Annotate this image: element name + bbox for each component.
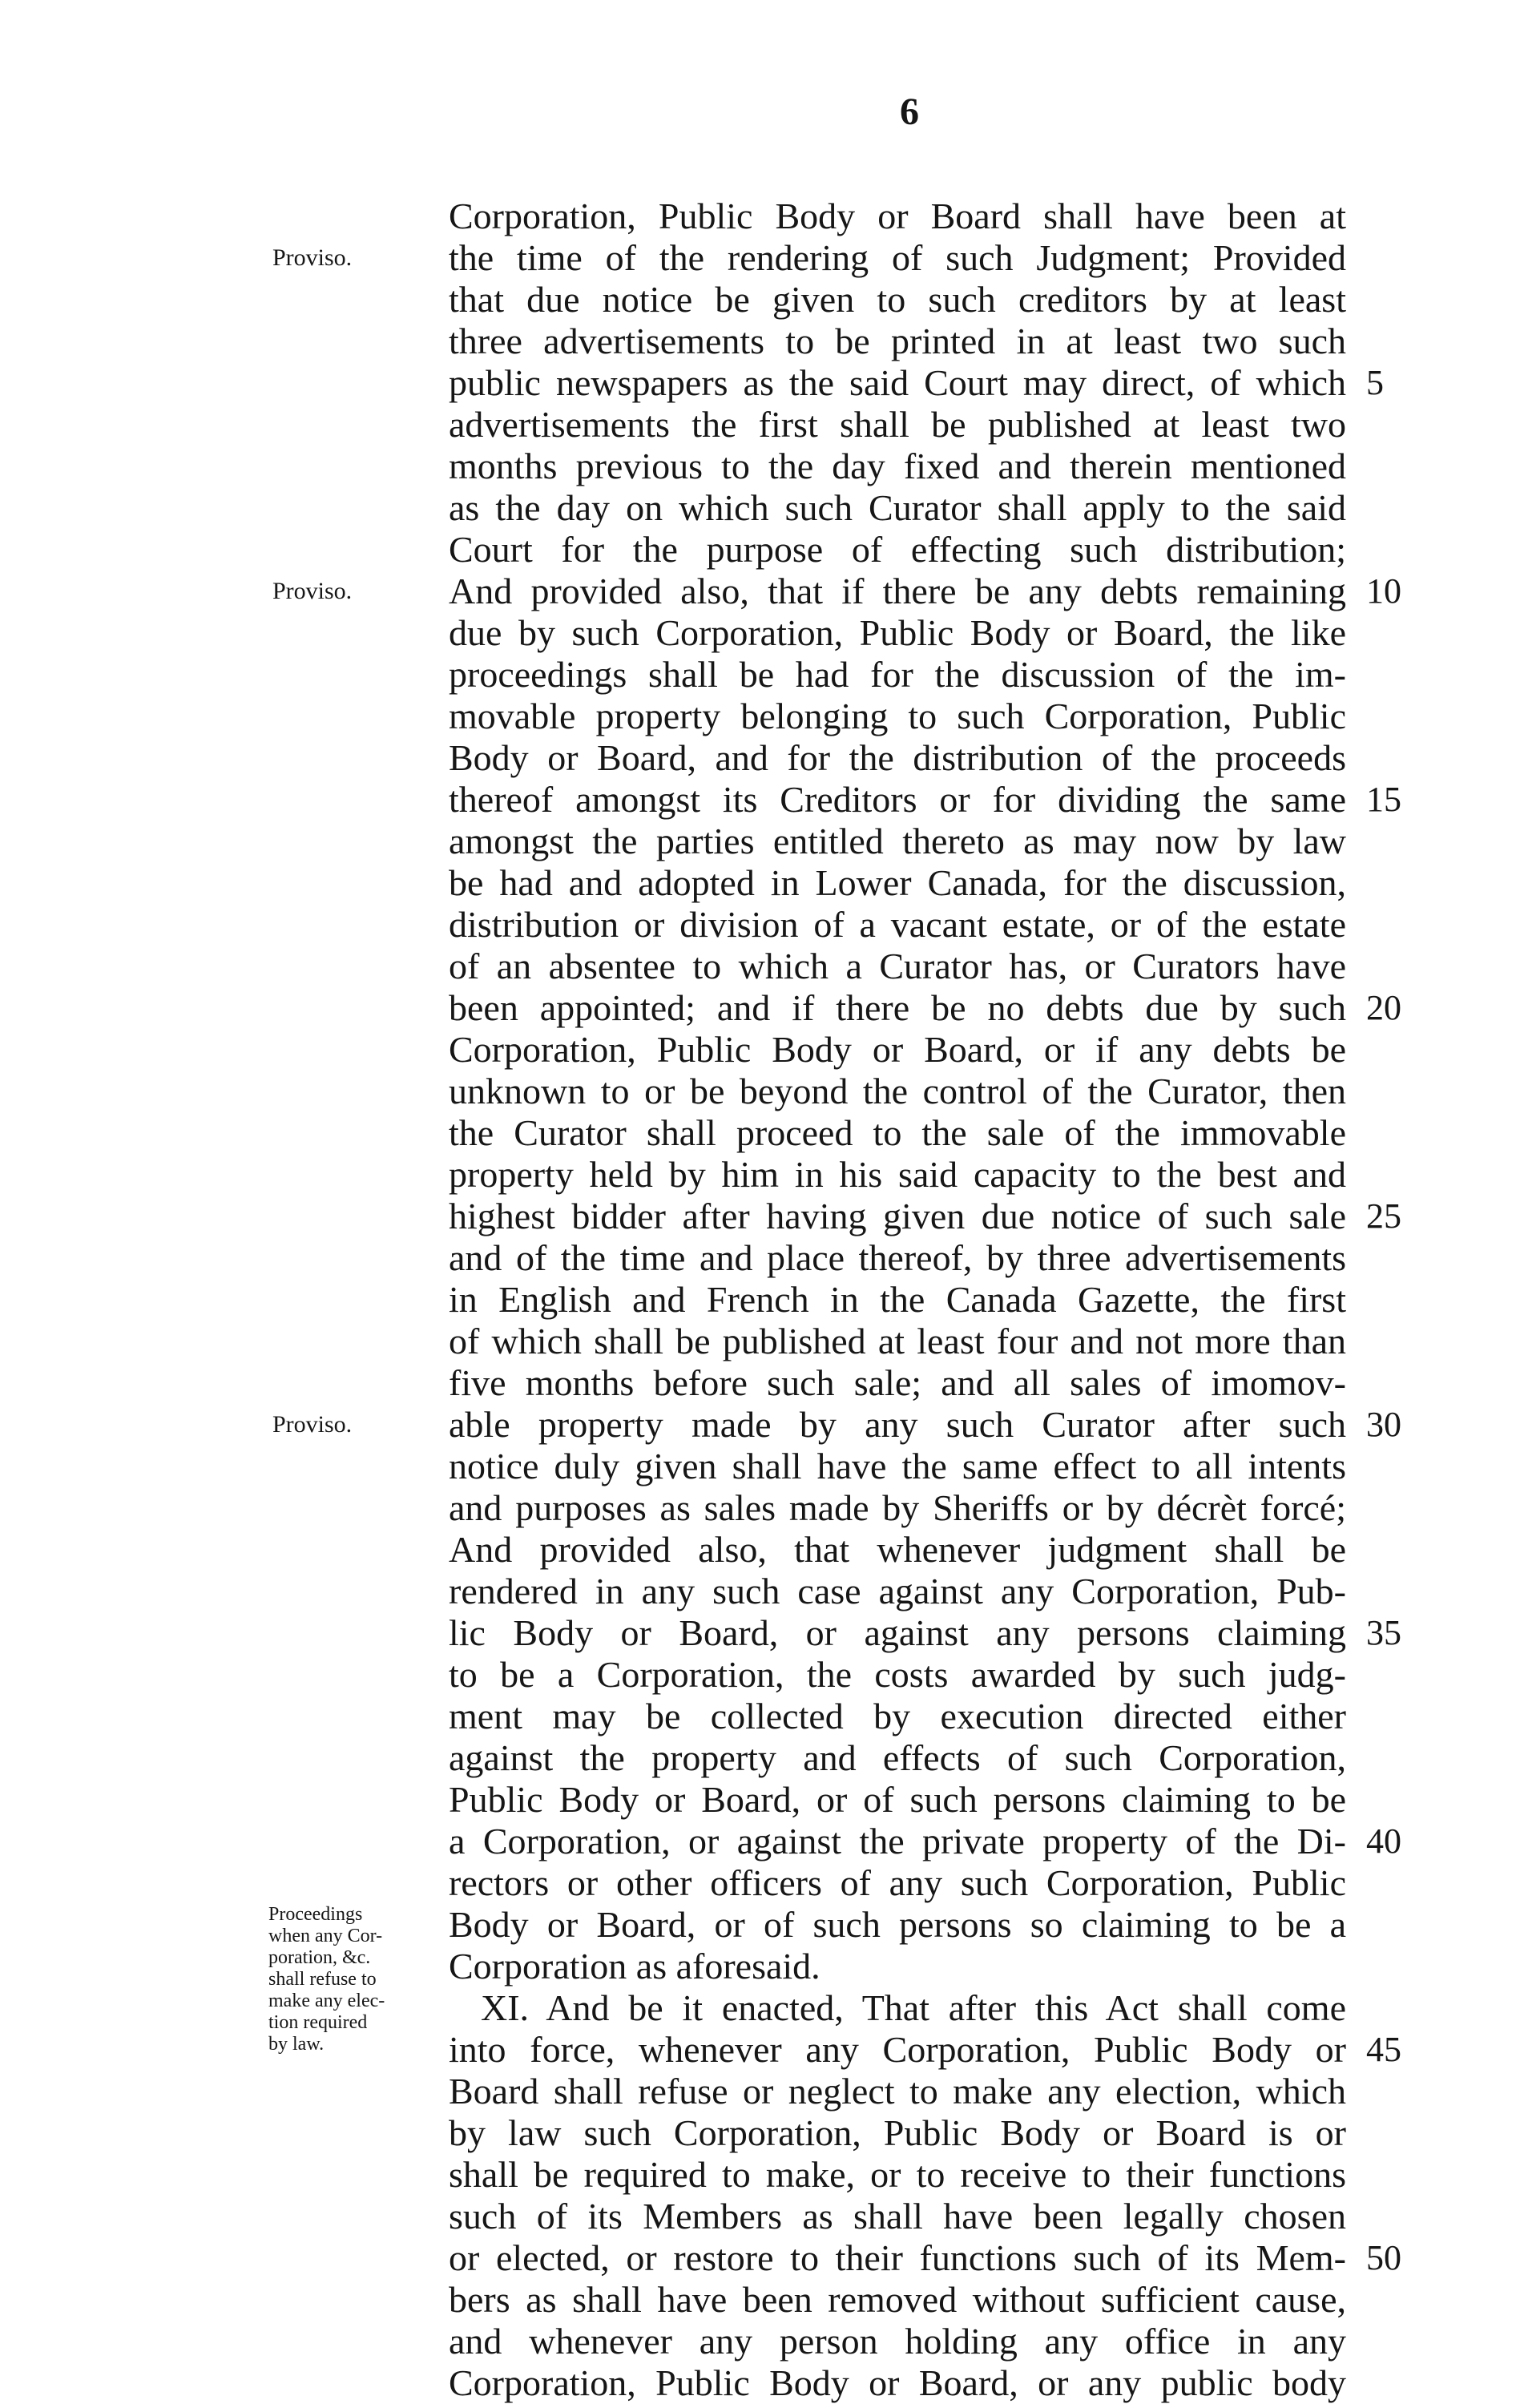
text-line: And provided also, that if there be any debts remaining (449, 571, 1346, 611)
text-line: five months before such sale; and all sales of imomov- (449, 1362, 1346, 1403)
margin-note-section-line-4: shall refuse to (268, 1969, 377, 1990)
text-line: into force, whenever any Corporation, Public Body or (449, 2029, 1346, 2070)
text-line: Body or Board, or of such persons so claiming to be a (449, 1904, 1346, 1945)
text-line: Body or Board, and for the distribution of the proceeds (449, 737, 1346, 778)
text-line: Corporation, Public Body or Board, or if any debts be (449, 1029, 1346, 1070)
section-xi-first-line: XI. And be it enacted, That after this Act shall come (481, 1987, 1346, 2028)
margin-note-proviso-1: Proviso. (272, 244, 353, 271)
text-line: and of the time and place thereof, by three advertisements (449, 1237, 1346, 1278)
text-line: and purposes as sales made by Sheriffs or by décrèt forcé; (449, 1487, 1346, 1528)
text-line: advertisements the first shall be published at least two (449, 404, 1346, 445)
text-line: or elected, or restore to their functions such of its Mem- (449, 2237, 1346, 2278)
text-line: the time of the rendering of such Judgment; Provided (449, 237, 1346, 278)
text-line: amongst the parties entitled thereto as may now by law (449, 821, 1346, 861)
line-number-15: 15 (1366, 780, 1401, 819)
margin-note-proviso-3: Proviso. (272, 1411, 353, 1438)
margin-note-section-line-7: by law. (268, 2034, 325, 2055)
page-number: 6 (900, 91, 919, 133)
text-line: movable property belonging to such Corporation, Public (449, 696, 1346, 736)
text-line: And provided also, that whenever judgment shall be (449, 1529, 1346, 1570)
text-line: notice duly given shall have the same effect to all intents (449, 1446, 1346, 1486)
text-line: property held by him in his said capacity to the best and (449, 1154, 1346, 1195)
text-line: proceedings shall be had for the discussion of the im- (449, 654, 1346, 695)
text-line: a Corporation, or against the private property of the Di- (449, 1821, 1346, 1861)
margin-note-section-line-1: Proceedings (268, 1904, 363, 1925)
margin-note-section-line-5: make any elec- (268, 1991, 385, 2011)
text-line: to be a Corporation, the costs awarded by such judg- (449, 1654, 1346, 1695)
text-line: Court for the purpose of effecting such distribution; (449, 529, 1346, 570)
text-line: public newspapers as the said Court may direct, of which (449, 362, 1346, 403)
text-line: shall be required to make, or to receive to their functions (449, 2154, 1346, 2195)
margin-note-section-line-2: when any Cor- (268, 1926, 383, 1946)
text-line: of which shall be published at least four and not more than (449, 1321, 1346, 1361)
line-number-10: 10 (1366, 571, 1401, 611)
margin-note-section-line-3: poration, &c. (268, 1947, 371, 1968)
text-line: by law such Corporation, Public Body or Board is or (449, 2112, 1346, 2153)
line-number-35: 35 (1366, 1613, 1401, 1652)
text-line: in English and French in the Canada Gazette, the first (449, 1279, 1346, 1320)
line-number-50: 50 (1366, 2238, 1401, 2277)
line-number-25: 25 (1366, 1196, 1401, 1236)
text-line: due by such Corporation, Public Body or Board, the like (449, 612, 1346, 653)
line-number-5: 5 (1366, 363, 1384, 402)
text-line: against the property and effects of such Corporation, (449, 1737, 1346, 1778)
text-line: the Curator shall proceed to the sale of the immovable (449, 1112, 1346, 1153)
margin-note-section-line-6: tion required (268, 2012, 368, 2033)
text-line: and whenever any person holding any office in any (449, 2321, 1346, 2362)
margin-note-proviso-2: Proviso. (272, 578, 353, 604)
text-line: three advertisements to be printed in at least two such (449, 321, 1346, 361)
text-line: Corporation, Public Body or Board, or any public body (449, 2362, 1346, 2403)
text-line: rendered in any such case against any Corporation, Pub- (449, 1571, 1346, 1611)
text-line: highest bidder after having given due notice of such sale (449, 1196, 1346, 1236)
text-line: that due notice be given to such creditors by at least (449, 279, 1346, 320)
line-number-30: 30 (1366, 1405, 1401, 1444)
text-line: Corporation as aforesaid. (449, 1946, 820, 1986)
text-line: be had and adopted in Lower Canada, for the discussion, (449, 862, 1346, 903)
line-number-40: 40 (1366, 1821, 1401, 1861)
text-line: Public Body or Board, or of such persons claiming to be (449, 1779, 1346, 1820)
text-line: Board shall refuse or neglect to make any election, which (449, 2071, 1346, 2112)
text-line: ment may be collected by execution directed either (449, 1696, 1346, 1736)
text-line: of an absentee to which a Curator has, or Curators have (449, 946, 1346, 986)
text-line: months previous to the day fixed and therein mentioned (449, 446, 1346, 486)
text-line: such of its Members as shall have been legally chosen (449, 2196, 1346, 2237)
line-number-45: 45 (1366, 2030, 1401, 2069)
line-number-20: 20 (1366, 988, 1401, 1027)
text-line: unknown to or be beyond the control of the Curator, then (449, 1071, 1346, 1111)
text-line: bers as shall have been removed without sufficient cause, (449, 2279, 1346, 2320)
text-line: as the day on which such Curator shall apply to the said (449, 487, 1346, 528)
text-line: Corporation, Public Body or Board shall have been at (449, 196, 1346, 236)
text-line: lic Body or Board, or against any persons claiming (449, 1612, 1346, 1653)
text-line: been appointed; and if there be no debts due by such (449, 987, 1346, 1028)
text-line: thereof amongst its Creditors or for dividing the same (449, 779, 1346, 820)
text-line: able property made by any such Curator after such (449, 1404, 1346, 1445)
text-line: rectors or other officers of any such Corporation, Public (449, 1862, 1346, 1903)
text-line: distribution or division of a vacant estate, or of the estate (449, 904, 1346, 945)
